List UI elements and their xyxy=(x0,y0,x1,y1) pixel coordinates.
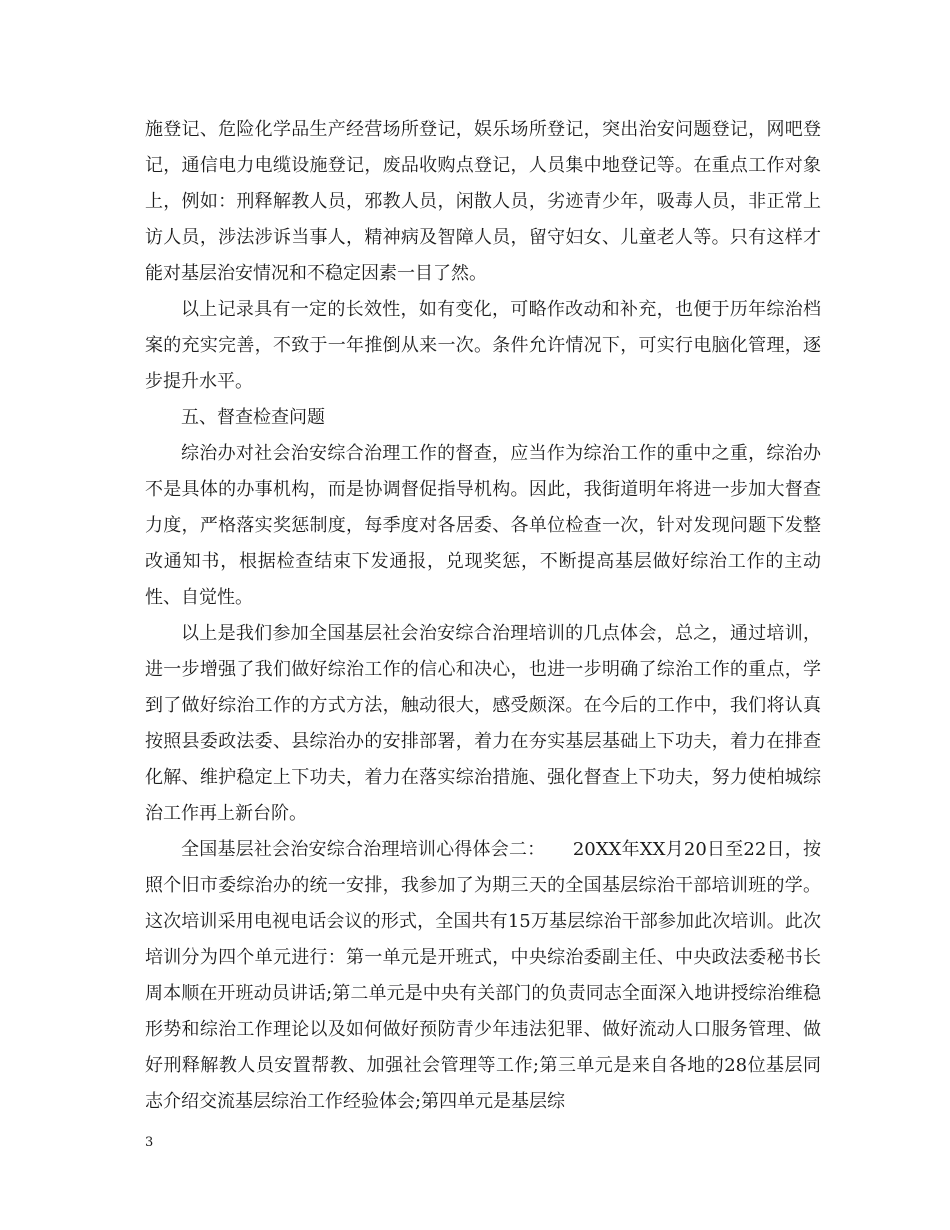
paragraph: 全国基层社会治安综合治理培训心得体会二： 20XX年XX月20日至22日，按照个旧市委综治办的统一安排，我参加了为期三天的全国基层综治干部培训班的学。这次培训采用电视电话会议的形式，全国共有15万基层综治干部参加此次培训。此次培训分为四个单元进行：第一单元是开班式，中央综治委副主任、中央政法委秘书长周本顺在开班动员讲话;第二单元是中央有关部门的负责同志全面深入地讲授综治维稳形势和综治工作理论以及如何做好预防青少年违法犯罪、做好流动人口服务管理、做好刑释解教人员安置帮教、加强社会管理等工作;第三单元是来自各地的28位基层同志介绍交流基层综治工作经验体会;第四单元是基层综 xyxy=(145,839,821,1112)
document-body xyxy=(145,112,821,1120)
paragraph-continuation: 施登记、危险化学品生产经营场所登记，娱乐场所登记，突出治安问题登记，网吧登记，通信电力电缆设施登记，废品收购点登记，人员集中地登记等。在重点工作对象上，例如：刑释解教人员，邪教人员，闲散人员，劣迹青少年，吸毒人员，非正常上访人员，涉法涉诉当事人，精神病及智障人员，留守妇女、儿童老人等。只有这样才能对基层治安情况和不稳定因素一目了然。 xyxy=(145,119,821,284)
paragraph: 综治办对社会治安综合治理工作的督查，应当作为综治工作的重中之重，综治办不是具体的办事机构，而是协调督促指导机构。因此，我街道明年将进一步加大督查力度，严格落实奖惩制度，每季度对各居委、各单位检查一次，针对发现问题下发整改通知书，根据检查结束下发通报，兑现奖惩，不断提高基层做好综治工作的主动性、自觉性。 xyxy=(145,443,821,608)
section-heading: 五、督查检查问题 xyxy=(181,407,325,428)
paragraph: 以上记录具有一定的长效性，如有变化，可略作改动和补充，也便于历年综治档案的充实完善，不致于一年推倒从来一次。条件允许情况下，可实行电脑化管理，逐步提升水平。 xyxy=(145,299,821,392)
page-number: 3 xyxy=(145,1135,154,1150)
paragraph: 以上是我们参加全国基层社会治安综合治理培训的几点体会，总之，通过培训，进一步增强了我们做好综治工作的信心和决心，也进一步明确了综治工作的重点，学到了做好综治工作的方式方法，触动很大，感受颇深。在今后的工作中，我们将认真按照县委政法委、县综治办的安排部署，着力在夯实基层基础上下功夫，着力在排查化解、维护稳定上下功夫，着力在落实综治措施、强化督查上下功夫，努力使柏城综治工作再上新台阶。 xyxy=(145,623,821,824)
